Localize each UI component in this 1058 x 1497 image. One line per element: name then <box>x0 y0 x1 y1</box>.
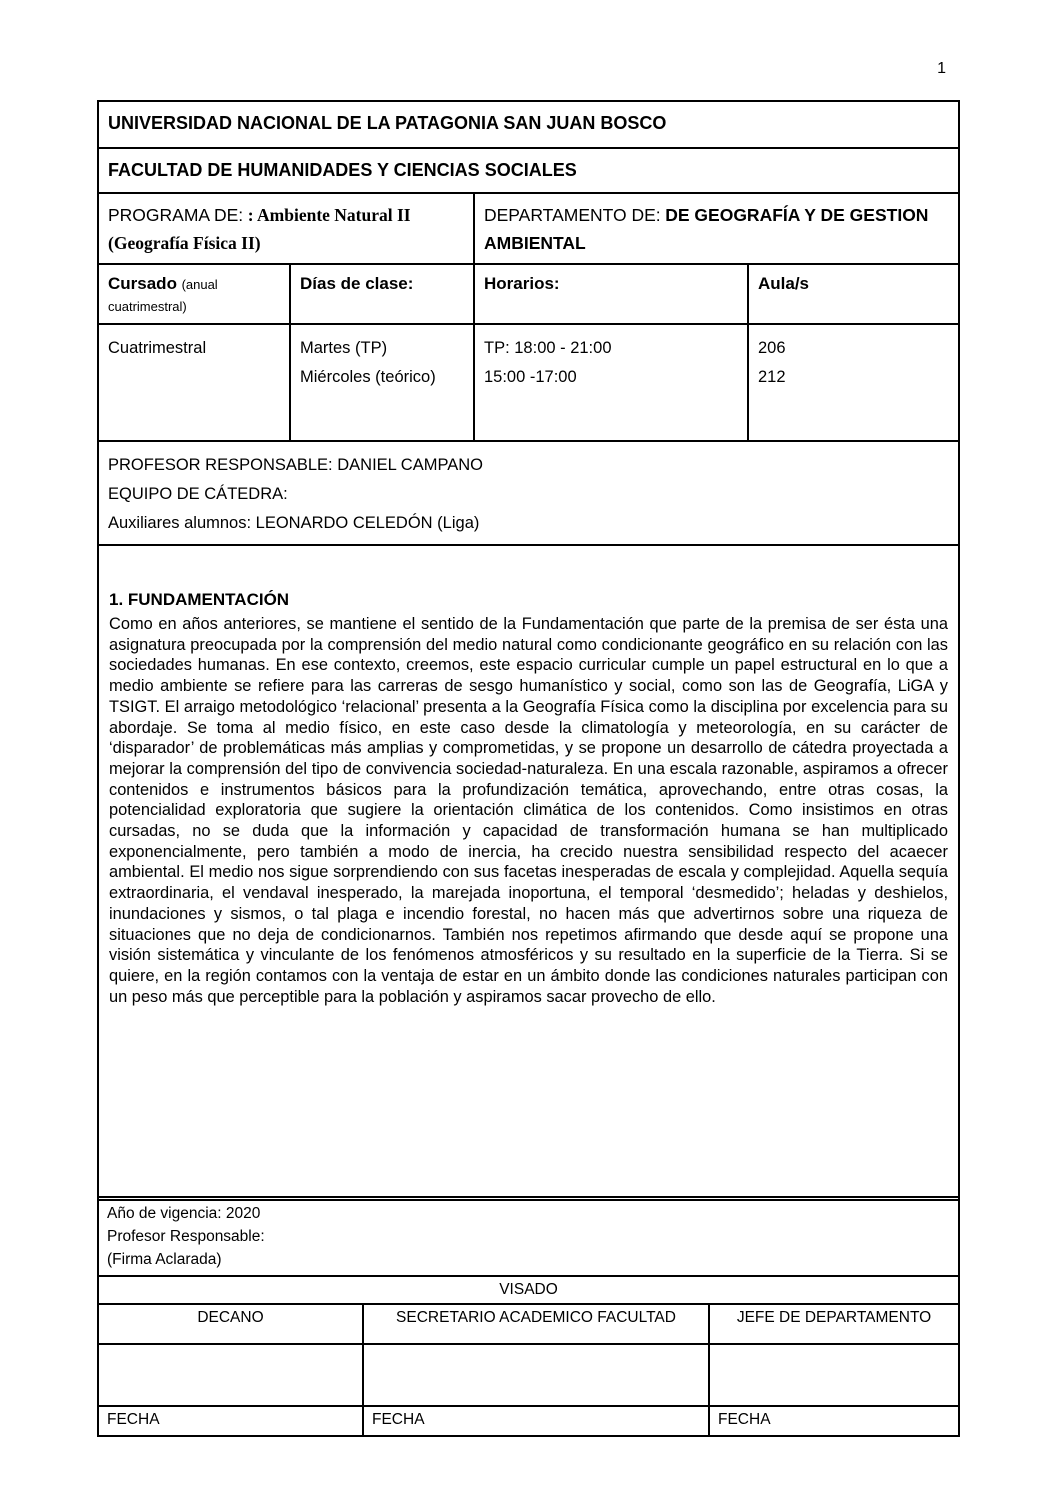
professor-responsable-line: PROFESOR RESPONSABLE: DANIEL CAMPANO <box>108 456 484 474</box>
page-number: 1 <box>937 60 946 77</box>
dias-line-2: Miércoles (teórico) <box>300 368 436 386</box>
faculty-title: FACULTAD DE HUMANIDADES Y CIENCIAS SOCIALES <box>98 148 959 193</box>
aulas-header-label: Aula/s <box>758 274 810 294</box>
department-value: DE GEOGRAFÍA Y DE GESTION AMBIENTAL <box>484 205 929 253</box>
secretario-header-cell: SECRETARIO ACADEMICO FACULTAD <box>363 1304 709 1344</box>
aulas-value-cell <box>748 324 959 441</box>
dias-value-cell <box>290 324 474 441</box>
course-info-table <box>97 100 960 1201</box>
dias-line-1: Martes (TP) <box>300 339 388 357</box>
vigencia-cell <box>98 1197 959 1276</box>
decano-header-cell: DECANO <box>98 1304 363 1344</box>
cursado-header-label: Cursado <box>108 274 177 294</box>
cursado-header-cell <box>98 264 290 324</box>
responsable-line: Profesor Responsable: <box>107 1228 265 1245</box>
dias-header-cell <box>290 264 474 324</box>
dias-header-label: Días de clase: <box>300 274 414 294</box>
fecha-cell-jefe: FECHA <box>709 1406 959 1436</box>
secretario-signature-cell <box>363 1344 709 1406</box>
equipo-catedra-line: EQUIPO DE CÁTEDRA: <box>108 485 288 503</box>
university-title: UNIVERSIDAD NACIONAL DE LA PATAGONIA SAN JUAN BOSCO <box>98 101 959 148</box>
fundamentacion-cell <box>98 545 959 1200</box>
department-label: DEPARTAMENTO DE: <box>484 205 661 225</box>
program-value: : Ambiente Natural II (Geografía Física II) <box>108 205 411 253</box>
fundamentacion-heading: 1. FUNDAMENTACIÓN <box>109 590 290 609</box>
fecha-cell-secretario: FECHA <box>363 1406 709 1436</box>
auxiliares-line: Auxiliares alumnos: LEONARDO CELEDÓN (Liga) <box>108 514 480 532</box>
cursado-header-note: (anual cuatrimestral) <box>108 277 218 314</box>
vigencia-line: Año de vigencia: 2020 <box>107 1205 261 1222</box>
horarios-value-cell <box>474 324 748 441</box>
aula-line-1: 206 <box>758 339 786 357</box>
visado-cell: VISADO <box>98 1276 959 1304</box>
aula-line-2: 212 <box>758 368 786 386</box>
horarios-line-1: TP: 18:00 - 21:00 <box>484 339 612 357</box>
cursado-value-cell: Cuatrimestral <box>98 324 290 441</box>
horarios-header-label: Horarios: <box>484 274 560 294</box>
fundamentacion-body: Como en años anteriores, se mantiene el sentido de la Fundamentación que parte de la premisa de ser ésta una asignatura preocupada por la comprensión del medio natural como condicionante geográfico en su relación con las sociedades humanas. En ese contexto, creemos, este espacio curricular cumple un papel estructural en lo que a medio ambiente se refiere para las carreras de sesgo humanístico y social, como son las de Geografía, LiGA y TSIGT. El arraigo metodológico ‘relacional’ presenta a la Geografía Física como la disciplina por excelencia para su abordaje. Se toma al medio físico, en este caso desde la climatología y meteorología, en su carácter de ‘disparador’ de problemáticas más amplias y comprometidas, y se propone un desarrollo de cátedra proyectada a mejorar la comprensión del tipo de convivencia sociedad-naturaleza. En una escala razonable, aspiramos a ofrecer contenidos e instrumentos básicos para la profundización temática, aprovechando, entre otras cosas, la potencialidad exploratoria que sugiere la orientación climática de los contenidos. Como insistimos en otras cursadas, no se duda que la información y capacidad de transformación humana se han multiplicado exponencialmente, pero también a modo de inercia, ha crecido nuestra sensibilidad respecto del acaecer ambiental. El medio nos sigue sorprendiendo con sus facetas inesperadas de escala y complejidad. Aquella sequía extraordinaria, el vendaval inesperado, la marejada inoportuna, el temporal ‘desmedido’; heladas y deshielos, inundaciones y sismos, o tal plaga e incendio forestal, no hacen más que advertirnos sobre una riqueza de situaciones que no deja de condicionarnos. También nos repetimos afirmando que desde aquí se propone una visión sistemática y vinculante de los fenómenos atmosféricos y su resultado en la superficie de la Tierra. Si se quiere, en la región contamos con la ventaja de estar en un ámbito donde las condiciones naturales participan con un peso más que perceptible para la población y aspiramos sacar provecho de ello. <box>109 615 948 1006</box>
horarios-header-cell <box>474 264 748 324</box>
staff-cell <box>98 441 959 545</box>
decano-signature-cell <box>98 1344 363 1406</box>
jefe-departamento-header-cell: JEFE DE DEPARTAMENTO <box>709 1304 959 1344</box>
aulas-header-cell <box>748 264 959 324</box>
firma-aclarada-line: (Firma Aclarada) <box>107 1251 222 1268</box>
program-cell <box>98 193 474 264</box>
department-cell <box>474 193 959 264</box>
program-label: PROGRAMA DE: <box>108 205 244 225</box>
approval-table <box>97 1196 960 1437</box>
jefe-departamento-signature-cell <box>709 1344 959 1406</box>
horarios-line-2: 15:00 -17:00 <box>484 368 577 386</box>
fecha-cell-decano: FECHA <box>98 1406 363 1436</box>
